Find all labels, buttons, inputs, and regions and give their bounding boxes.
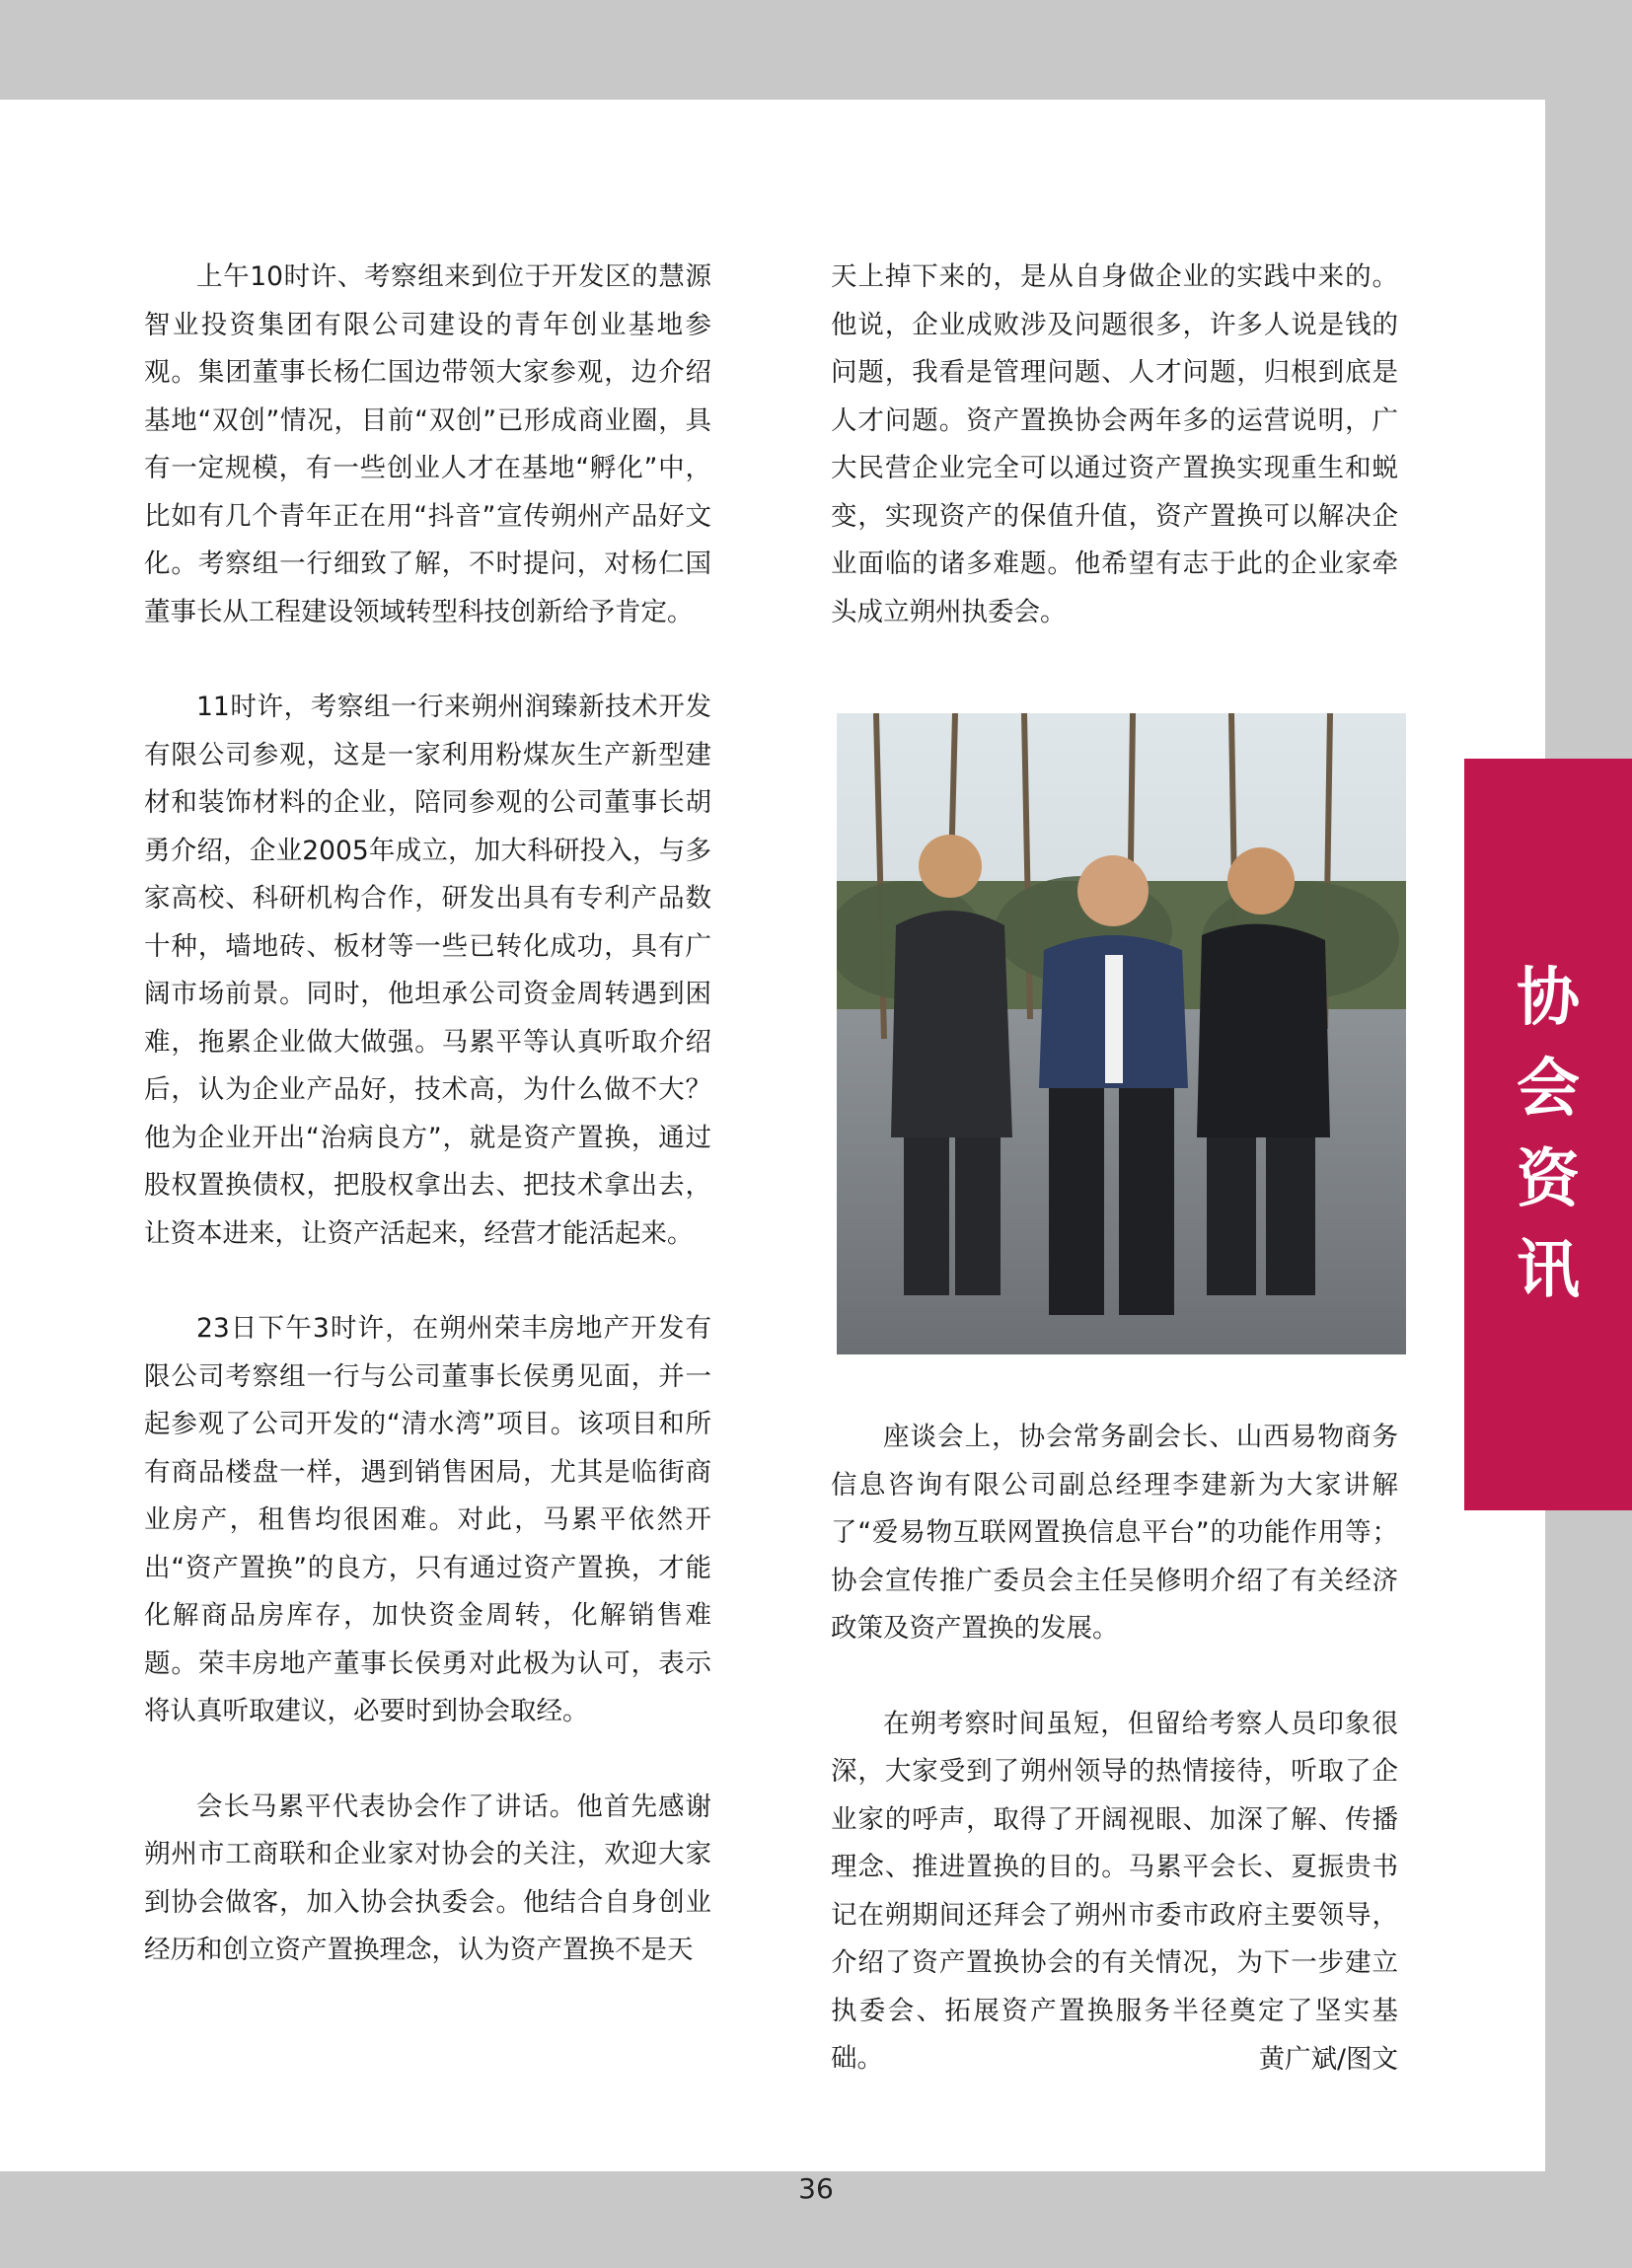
article-photo — [837, 713, 1406, 1354]
paragraph-4: 会长马累平代表协会作了讲话。他首先感谢朔州市工商联和企业家对协会的关注，欢迎大家到协会做客，加入协会执委会。他结合自身创业经历和创立资产置换理念，认为资产置换不是天 — [144, 1791, 711, 1965]
continued-lead: 天 — [831, 261, 858, 292]
continued-text: 上掉下来的，是从自身做企业的实践中来的。他说，企业成败涉及问题很多，许多人说是钱的问题，我看是管理问题、人才问题，归根到底是人才问题。资产置换协会两年多的运营说明，广大民营企业完全可以通过资产置换实现重生和蜕变，实现资产的保值升值，资产置换可以解决企业面临的诸多难题。他希望有志于此的企业家牵头成立朔州执委会。 — [831, 261, 1399, 627]
section-tab-char-4: 讯 — [1517, 1234, 1580, 1307]
paragraph-5: 座谈会上，协会常务副会长、山西易物商务信息咨询有限公司副总经理李建新为大家讲解了“爱易物互联网置换信息平台”的功能作用等；协会宣传推广委员会主任吴修明介绍了有关经济政策及资产置换的发展。 — [831, 1422, 1398, 1644]
paragraph-6: 在朔考察时间虽短，但留给考察人员印象很深，大家受到了朔州领导的热情接待，听取了企业家的呼声，取得了开阔视眼、加深了解、传播理念、推进置换的目的。马累平会长、夏振贵书记在朔期间还拜会了朔州市委市政府主要领导，介绍了资产置换协会的有关情况，为下一步建立执委会、拓展资产置换服务半径奠定了坚实基础。 — [831, 1708, 1398, 2074]
left-column — [144, 254, 711, 1975]
section-tab-char-2: 会 — [1517, 1053, 1580, 1126]
paragraph-2: 11时许，考察组一行来朔州润臻新技术开发有限公司参观，这是一家利用粉煤灰生产新型建材和装饰材料的企业，陪同参观的公司董事长胡勇介绍，企业2005年成立，加大科研投入，与多家高校、科研机构合作，研发出具有专利产品数十种，墙地砖、板材等一些已转化成功，具有广阔市场前景。同时，他坦承公司资金周转遇到困难，拖累企业做大做强。马累平等认真听取介绍后，认为企业产品好，技术高，为什么做不大？他为企业开出“治病良方”，就是资产置换，通过股权置换债权，把股权拿出去、把技术拿出去，让资本进来，让资产活起来，经营才能活起来。 — [144, 692, 711, 1249]
page-number: 36 — [798, 2172, 834, 2205]
paragraph-continued — [831, 254, 1398, 636]
byline: 黄广斌/图文 — [1258, 2043, 1398, 2075]
section-tab — [1464, 759, 1632, 1510]
right-column-lower — [831, 1414, 1398, 2084]
section-tab-char-3: 资 — [1517, 1143, 1580, 1216]
photo-three-men-walking — [837, 713, 1406, 1354]
paragraph-1: 上午10时许、考察组来到位于开发区的慧源智业投资集团有限公司建设的青年创业基地参观。集团董事长杨仁国边带领大家参观，边介绍基地“双创”情况，目前“双创”已形成商业圈，具有一定规模，有一些创业人才在基地“孵化”中，比如有几个青年正在用“抖音”宣传朔州产品好文化。考察组一行细致了解，不时提问，对杨仁国董事长从工程建设领域转型科技创新给予肯定。 — [144, 261, 711, 627]
right-column — [831, 254, 1398, 636]
section-tab-char-1: 协 — [1517, 962, 1580, 1035]
paragraph-3: 23日下午3时许，在朔州荣丰房地产开发有限公司考察组一行与公司董事长侯勇见面，并一起参观了公司开发的“清水湾”项目。该项目和所有商品楼盘一样，遇到销售困局，尤其是临街商业房产，租售均很困难。对此，马累平依然开出“资产置换”的良方，只有通过资产置换，才能化解商品房库存，加快资金周转，化解销售难题。荣丰房地产董事长侯勇对此极为认可，表示将认真听取建议，必要时到协会取经。 — [144, 1313, 711, 1726]
